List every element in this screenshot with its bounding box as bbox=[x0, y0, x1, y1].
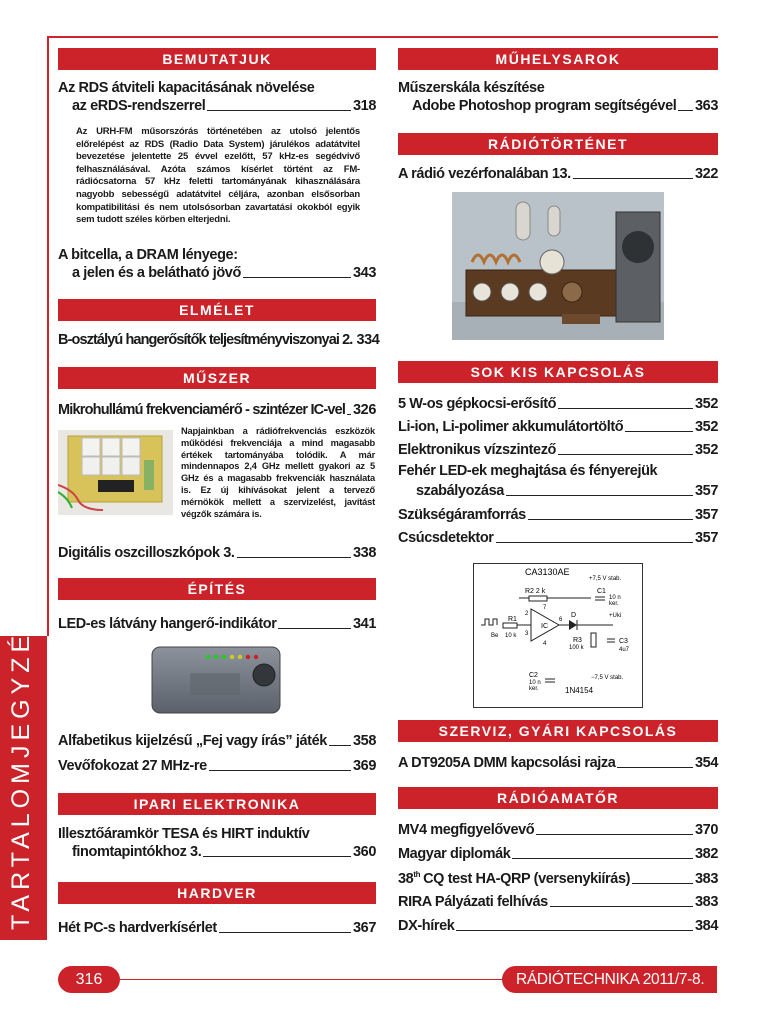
entry-title-line1: Illesztőáramkör TESA és HIRT induktív bbox=[58, 826, 310, 842]
toc-entry-vevofokozat[interactable] bbox=[58, 758, 376, 774]
section-band-elmelet: ELMÉLET bbox=[58, 299, 376, 321]
entry-title: Elektronikus vízszintező bbox=[398, 442, 556, 458]
entry-title-line1: Fehér LED-ek meghajtása és fényerejük bbox=[398, 463, 658, 479]
leader-dots bbox=[456, 930, 693, 931]
schematic-r3: R3 bbox=[573, 637, 582, 644]
entry-title: A DT9205A DMM kapcsolási rajza bbox=[398, 755, 616, 771]
page-number-badge: 316 bbox=[58, 966, 120, 993]
page-number: 343 bbox=[353, 265, 376, 281]
schematic-pin3: 3 bbox=[525, 631, 529, 637]
page-number: 360 bbox=[353, 844, 376, 860]
schematic-vminus: −7,5 V stab. bbox=[591, 675, 624, 681]
entry-title: Csúcsdetektor bbox=[398, 530, 494, 546]
schematic-c1: C1 bbox=[597, 588, 606, 595]
page-number: 318 bbox=[353, 98, 376, 114]
page-number: 354 bbox=[695, 755, 718, 771]
toc-entry[interactable] bbox=[398, 530, 718, 546]
leader-dots bbox=[203, 856, 351, 857]
section-band-szerviz: SZERVIZ, GYÁRI KAPCSOLÁS bbox=[398, 720, 718, 742]
page-number: 363 bbox=[695, 98, 718, 114]
section-band-ipari: IPARI ELEKTRONIKA bbox=[58, 793, 376, 815]
toc-entry-fej-vagy-iras[interactable] bbox=[58, 733, 376, 749]
page-number: 367 bbox=[353, 920, 376, 936]
toc-entry[interactable] bbox=[398, 822, 718, 838]
schematic-ic-name: CA3130AE bbox=[525, 567, 570, 577]
entry-title-line2: az eRDS-rendszerrel bbox=[72, 98, 206, 114]
entry-title-line2: finomtapintókhoz 3. bbox=[72, 844, 202, 860]
page-number: 352 bbox=[695, 396, 718, 412]
schematic-r1-value: 10 k bbox=[505, 633, 517, 639]
entry-title: Magyar diplomák bbox=[398, 846, 511, 862]
toc-entry-dt9205a[interactable] bbox=[398, 755, 718, 771]
schematic-c2-value: 10 n bbox=[529, 680, 541, 686]
leader-dots bbox=[550, 906, 693, 907]
leader-dots bbox=[329, 745, 351, 746]
schematic-diode-label: D bbox=[571, 612, 577, 619]
schematic-c3-value: 4u7 bbox=[619, 647, 630, 653]
leader-dots bbox=[347, 414, 351, 415]
leader-dots bbox=[625, 431, 693, 432]
entry-title: A rádió vezérfonalában 13. bbox=[398, 166, 571, 182]
section-band-epites: ÉPÍTÉS bbox=[58, 578, 376, 600]
page-number: 358 bbox=[353, 733, 376, 749]
section-band-muhelysarok: MŰHELYSAROK bbox=[398, 48, 718, 70]
leader-dots bbox=[678, 110, 693, 111]
entry-title: 5 W-os gépkocsi-erősítő bbox=[398, 396, 557, 412]
toc-entry[interactable] bbox=[398, 442, 718, 458]
entry-title: DX-hírek bbox=[398, 918, 455, 934]
schematic-r3-value: 100 k bbox=[569, 645, 584, 651]
entry-title-prefix: 38 bbox=[398, 870, 414, 887]
page-number: 352 bbox=[695, 442, 718, 458]
page-number: 357 bbox=[695, 507, 718, 523]
entry-title bbox=[398, 870, 630, 887]
schematic-c3: C3 bbox=[619, 638, 628, 645]
entry-title: LED-es látvány hangerő-indikátor bbox=[58, 616, 277, 632]
page-number: 383 bbox=[695, 894, 718, 910]
page-number: 322 bbox=[695, 166, 718, 182]
schematic-diode-type: 1N4154 bbox=[565, 686, 594, 695]
toc-entry[interactable] bbox=[398, 396, 718, 412]
magazine-footer: RÁDIÓTECHNIKA 2011/7-8. bbox=[502, 966, 717, 993]
entry-title-line1: Műszerskála készítése bbox=[398, 80, 545, 96]
page-number: 338 bbox=[353, 545, 376, 561]
entry-title: Digitális oszcilloszkópok 3. bbox=[58, 545, 235, 561]
page-number: 326 bbox=[353, 402, 376, 418]
antique-radio-photo bbox=[452, 192, 664, 340]
entry-title: Mikrohullámú frekvenciamérő - szintézer IC-vel bbox=[58, 402, 346, 418]
schematic-pin6: 6 bbox=[559, 617, 563, 623]
schematic-r2: R2 2 k bbox=[525, 588, 546, 595]
leader-dots bbox=[536, 834, 693, 835]
leader-dots bbox=[558, 454, 693, 455]
toc-entry[interactable] bbox=[398, 846, 718, 862]
page-number: 352 bbox=[695, 419, 718, 435]
entry-title-main: CQ test HA-QRP (versenykiírás) bbox=[423, 870, 631, 887]
toc-entry[interactable] bbox=[398, 419, 718, 435]
section-band-bemutatjuk: BEMUTATJUK bbox=[58, 48, 376, 70]
page-number: 357 bbox=[695, 530, 718, 546]
entry-title: MV4 megfigyelővevő bbox=[398, 822, 535, 838]
entry-title-superscript: th bbox=[413, 870, 421, 879]
toc-entry-radio-vezerfonal[interactable] bbox=[398, 166, 718, 182]
page-number: 369 bbox=[353, 758, 376, 774]
page-number: 341 bbox=[353, 616, 376, 632]
entry-title: RIRA Pályázati felhívás bbox=[398, 894, 548, 910]
entry-title-line1: Az RDS átviteli kapacitásának növelése bbox=[58, 80, 315, 96]
schematic-c2-type: ker. bbox=[529, 686, 539, 692]
side-tab-label: TARTALOMJEGYZÉK bbox=[7, 609, 35, 930]
schematic-output: +Uki bbox=[609, 613, 622, 619]
left-rule bbox=[47, 36, 49, 636]
page-number: 383 bbox=[695, 870, 718, 887]
schematic-c2: C2 bbox=[529, 672, 538, 679]
entry-title: B-osztályú hangerősítők teljesítményviszonyai 2. bbox=[58, 332, 353, 348]
schematic-c1-type: ker. bbox=[609, 601, 619, 607]
entry-description: Napjainkban a rádiófrekvenciás eszközök működési frekvenciája a mind magasabb értékek tartományába tolódik. A már mindennapos 2,4 GHz mellett gyakori az 5 GHz és a magasabb frekvenciák használata is. Ez új kihívásokat jelent a tervező mérnökök mellett a szervizelést, javítást végzők számára is. bbox=[181, 426, 375, 519]
leader-dots bbox=[506, 495, 693, 496]
entry-title: Szükségáramforrás bbox=[398, 507, 526, 523]
leader-dots bbox=[207, 110, 351, 111]
leader-dots bbox=[243, 277, 351, 278]
peak-detector-schematic bbox=[473, 563, 643, 708]
leader-dots bbox=[558, 408, 693, 409]
top-rule bbox=[47, 36, 718, 38]
entry-title: Vevőfokozat 27 MHz-re bbox=[58, 758, 207, 774]
toc-entry-illesztoaramkor[interactable] bbox=[58, 826, 376, 860]
entry-title-line2: a jelen és a belátható jövő bbox=[72, 265, 241, 281]
entry-description: Az URH-FM műsorszórás történetében az utolsó jelentős előrelépést az RDS (Radio Data System) járulékos adatátvitel bevezetése jelentette 25 évvel ezelőtt, 57 kHz-es segédvivő felhasználásával. Azóta számos kísérlet történt az FM-rádiócsatorna 57 kHz feletti tartományának kihasználására nagyobb sebességű adatátvitel céljára, azonban elsősorban kompatibilitási és nem utolsósorban zavartatási okokból egyik sem tudott széles körben elterjedni. bbox=[76, 126, 360, 226]
leader-dots bbox=[496, 542, 693, 543]
schematic-pin2: 2 bbox=[525, 611, 529, 617]
page-number: 382 bbox=[695, 846, 718, 862]
leader-dots bbox=[512, 858, 693, 859]
leader-dots bbox=[209, 770, 351, 771]
toc-entry-muszerskala[interactable] bbox=[398, 80, 718, 114]
leader-dots bbox=[219, 932, 351, 933]
schematic-vplus: +7,5 V stab. bbox=[589, 576, 622, 582]
led-device-photo bbox=[150, 645, 282, 717]
schematic-c1-value: 10 n bbox=[609, 595, 621, 601]
section-band-radioamator: RÁDIÓAMATŐR bbox=[398, 787, 718, 809]
toc-entry-led-indikator[interactable] bbox=[58, 616, 376, 632]
schematic-r1: R1 bbox=[508, 616, 517, 623]
page-number: 370 bbox=[695, 822, 718, 838]
entry-title: Hét PC-s hardverkísérlet bbox=[58, 920, 217, 936]
toc-entry-eRDS[interactable] bbox=[58, 80, 376, 114]
toc-entry-feher-led[interactable] bbox=[398, 463, 718, 499]
page-number: 334 bbox=[356, 332, 380, 348]
schematic-pin7: 7 bbox=[543, 605, 547, 611]
leader-dots bbox=[573, 178, 693, 179]
schematic-ic-label: IC bbox=[541, 623, 548, 630]
toc-entry[interactable] bbox=[398, 870, 718, 887]
toc-entry[interactable] bbox=[398, 918, 718, 934]
leader-dots bbox=[632, 883, 693, 884]
section-band-muszer: MŰSZER bbox=[58, 367, 376, 389]
toc-entry-pc-hardver[interactable] bbox=[58, 920, 376, 936]
entry-title: Li-ion, Li-polimer akkumulátortöltő bbox=[398, 419, 624, 435]
page-number: 384 bbox=[695, 918, 718, 934]
entry-title: Alfabetikus kijelzésű „Fej vagy írás” játék bbox=[58, 733, 327, 749]
entry-title-line2: Adobe Photoshop program segítségével bbox=[412, 98, 677, 114]
page-number: 357 bbox=[695, 483, 718, 499]
section-band-hardver: HARDVER bbox=[58, 882, 376, 904]
leader-dots bbox=[617, 767, 693, 768]
section-band-sok-kis-kapcsolas: SOK KIS KAPCSOLÁS bbox=[398, 361, 718, 383]
toc-entry-b-osztalyu[interactable] bbox=[58, 332, 380, 348]
toc-entry[interactable] bbox=[398, 894, 718, 910]
entry-title-line1: A bitcella, a DRAM lényege: bbox=[58, 247, 238, 263]
toc-entry-mikrohullamu[interactable] bbox=[58, 402, 376, 418]
toc-entry[interactable] bbox=[398, 507, 718, 523]
leader-dots bbox=[528, 519, 693, 520]
toc-entry-oszcilloszkopok[interactable] bbox=[58, 545, 376, 561]
section-band-radiotortenet: RÁDIÓTÖRTÉNET bbox=[398, 133, 718, 155]
leader-dots bbox=[237, 557, 351, 558]
entry-title-line2: szabályozása bbox=[416, 483, 504, 499]
toc-entry-bitcella[interactable] bbox=[58, 247, 376, 281]
pcb-photo bbox=[58, 430, 173, 515]
schematic-pin4: 4 bbox=[543, 641, 547, 647]
footer-rule bbox=[120, 979, 502, 980]
leader-dots bbox=[278, 628, 351, 629]
schematic-input: Be bbox=[491, 633, 499, 639]
